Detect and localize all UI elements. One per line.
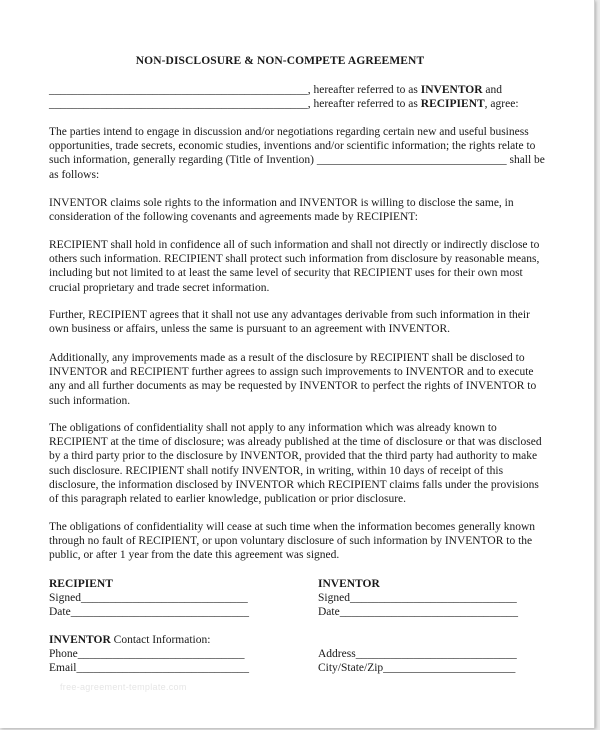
- recipient-name-blank[interactable]: _____________________________________________: [49, 98, 308, 110]
- inventor-contact-heading: [49, 633, 210, 647]
- party-line-recipient: [49, 97, 519, 111]
- party-inventor-label: INVENTOR: [420, 84, 483, 96]
- party-line-text: , hereafter referred to as: [307, 84, 421, 96]
- inventor-contact-label: INVENTOR: [49, 634, 111, 646]
- party-line-suffix: and: [482, 84, 503, 96]
- party-line-suffix: , agree:: [484, 98, 519, 110]
- paragraph-confidence: RECIPIENT shall hold in confidence all of such information and shall not directly or indirectly disclose to others such information. RECIPIENT shall protect such information from disclosure by reasonable means, including but not limited to at least the same level of security that RECIPIENT uses for their own most crucial proprietary and trade secret information.: [49, 239, 540, 294]
- recipient-heading: RECIPIENT: [49, 578, 113, 590]
- address-field[interactable]: Address____________________________: [318, 648, 517, 660]
- watermark-text: free-agreement-template.com: [60, 682, 187, 692]
- paragraph-term: The obligations of confidentiality will cease at such time when the information becomes generally known through no fault of RECIPIENT, or upon voluntary disclosure of such information by INVENTOR to the public, or after 1 year from the date this agreement was signed.: [49, 521, 536, 562]
- phone-field[interactable]: Phone_____________________________: [49, 648, 245, 660]
- paragraph-intent: The parties intend to engage in discussion and/or negotiations regarding certain new and useful business opportunities, trade secrets, economic studies, inventions and/or scientific information; the rights relate to such information, generally regarding (Title of Invention) _________________________________ shall be as follows:: [49, 126, 545, 181]
- party-line-text: , hereafter referred to as: [307, 98, 421, 110]
- inventor-name-blank[interactable]: _____________________________________________: [49, 84, 308, 96]
- recipient-date-field[interactable]: Date_______________________________: [49, 606, 249, 618]
- paragraph-inventor-claims: INVENTOR claims sole rights to the information and INVENTOR is willing to disclose the same, in consideration of the following covenants and agreements made by RECIPIENT:: [49, 197, 514, 224]
- email-field[interactable]: Email______________________________: [49, 662, 249, 674]
- paragraph-no-use: Further, RECIPIENT agrees that it shall not use any advantages derivable from such information in their own business or affairs, unless the same is pursuant to an agreement with INVENTOR.: [49, 309, 530, 336]
- inventor-contact-suffix: Contact Information:: [110, 634, 211, 646]
- party-line-inventor: [49, 83, 502, 97]
- document-title: NON-DISCLOSURE & NON-COMPETE AGREEMENT: [135, 55, 425, 67]
- inventor-date-field[interactable]: Date_______________________________: [318, 606, 518, 618]
- party-recipient-label: RECIPIENT: [420, 98, 485, 110]
- recipient-signed-field[interactable]: Signed_____________________________: [49, 592, 248, 604]
- paragraph-improvements: Additionally, any improvements made as a result of the disclosure by RECIPIENT shall be disclosed to INVENTOR and RECIPIENT further agrees to assign such improvements to INVENTOR and to execute any and all further documents as may be requested by INVENTOR to perfect the rights of INVENTOR to such information.: [49, 352, 537, 407]
- inventor-signed-field[interactable]: Signed_____________________________: [318, 592, 517, 604]
- city-state-zip-field[interactable]: City/State/Zip_______________________: [318, 662, 516, 674]
- inventor-heading: INVENTOR: [318, 578, 380, 590]
- paragraph-exceptions: The obligations of confidentiality shall not apply to any information which was already known to RECIPIENT at the time of disclosure; was already published at the time of disclosure or that was disclosed by a third party prior to the disclosure by INVENTOR, provided that the third party had authority to make such disclosure. RECIPIENT shall notify INVENTOR, in writing, within 10 days of receipt of this disclosure, the information disclosed by INVENTOR which RECIPIENT claims falls under the provisions of this paragraph related to earlier knowledge, publication or prior disclosure.: [49, 422, 542, 506]
